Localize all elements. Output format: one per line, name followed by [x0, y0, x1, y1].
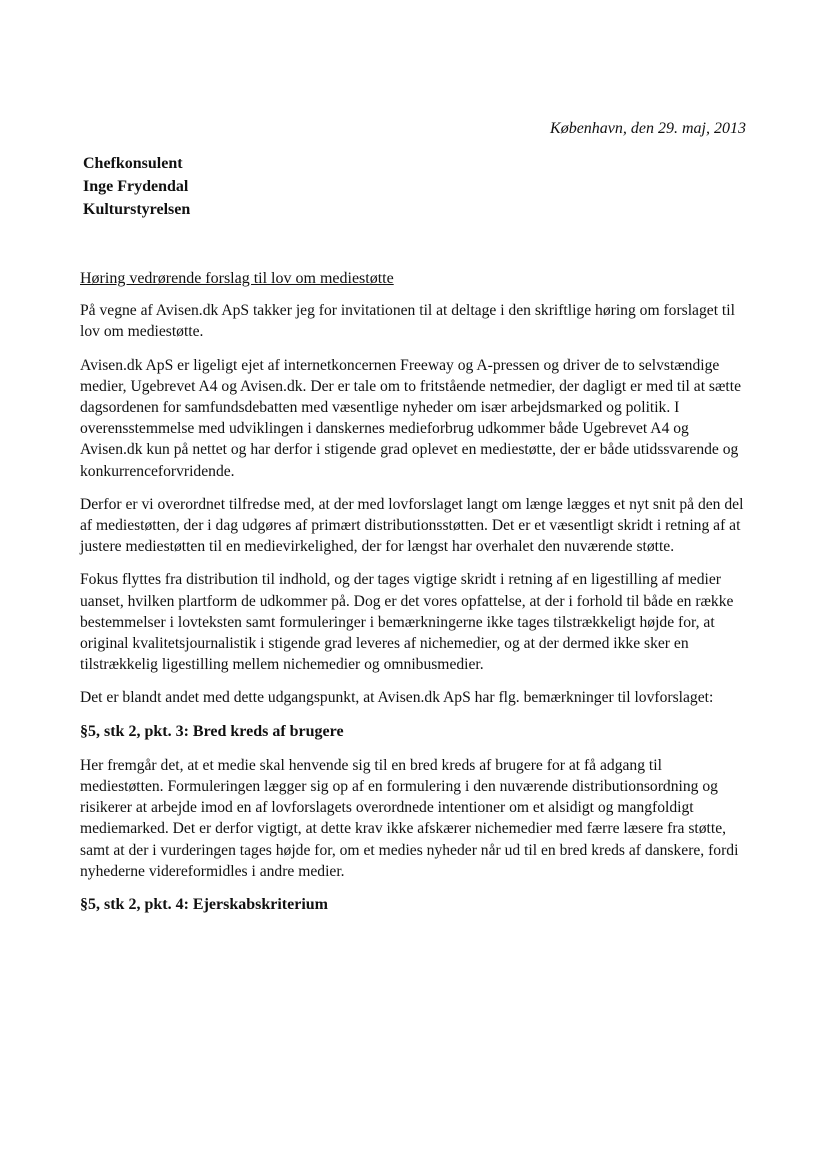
recipient-organization: Kulturstyrelsen [83, 201, 191, 218]
paragraph-satisfaction: Derfor er vi overordnet tilfredse med, at der med lovforslaget langt om længe lægges et nyt snit på den del af mediestøtten, der i dag udgøres af primært distributionsstøtten. Det er et væsentligt skridt i retning af at justere mediestøtten til en medievirkelighed, der for længst har overhalet den nuværende støtte. [80, 495, 744, 556]
dateline: København, den 29. maj, 2013 [550, 120, 746, 137]
recipient-block [83, 152, 190, 221]
section-heading-ownership-criterion: §5, stk 2, pkt. 4: Ejerskabskriterium [80, 896, 329, 914]
paragraph-remarks-intro: Det er blandt andet med dette udgangspunkt, at Avisen.dk ApS har flg. bemærkninger til lovforslaget: [80, 689, 714, 707]
paragraph-broad-audience: Her fremgår det, at et medie skal henvende sig til en bred kreds af brugere for at få adgang til mediestøtten. Formuleringen lægger sig op af en formulering i den nuværende distributionsordning og risikerer at arbejde imod en af lovforslagets overordnede intentioner om et alsidigt og mangfoldigt mediemarked. Det er derfor vigtigt, at dette krav ikke afskærer nichemedier med færre læsere fra støtte, samt at der i vurderingen tages højde for, om et medies nyheder når ud til en bred kreds af danskere, fordi nyhederne videreformidles i andre medier. [80, 756, 739, 880]
paragraph-ownership: Avisen.dk ApS er ligeligt ejet af internetkoncernen Freeway og A-pressen og driver de to selvstændige medier, Ugebrevet A4 og Avisen.dk. Der er tale om to fritstående netmedier, der dagligt er med til at sætte dagsordenen for samfundsdebatten med væsentlige nyheder om især arbejdsmarked og politik. I overensstemmelse med udviklingen i danskernes medieforbrug udkommer både Ugebrevet A4 og Avisen.dk kun på nettet og har derfor i stigende grad oplevet en mediestøtte, der er både utidssvarende og konkurrenceforvridende. [80, 356, 741, 480]
section-heading-broad-audience: §5, stk 2, pkt. 3: Bred kreds af brugere [80, 722, 344, 740]
subject-line: Høring vedrørende forslag til lov om mediestøtte [80, 270, 394, 287]
paragraph-intro: På vegne af Avisen.dk ApS takker jeg for invitationen til at deltage i den skriftlige høring om forslaget til lov om mediestøtte. [80, 302, 735, 341]
recipient-name: Inge Frydendal [83, 178, 189, 195]
paragraph-focus: Fokus flyttes fra distribution til indhold, og der tages vigtige skridt i retning af en ligestilling af medier uanset, hvilken plartform de udkommer på. Dog er det vores opfattelse, at der i forhold til både en række bestemmelser i lovteksten samt formuleringer i bemærkningerne ikke tages tilstrækkeligt højde for, at original kvalitetsjournalistik i stigende grad leveres af nichemedier, og at der dermed ikke sker en tilstrækkelig ligestilling mellem nichemedier og omnibusmedier. [80, 571, 734, 674]
letter-body [80, 268, 748, 928]
recipient-title: Chefkonsulent [83, 155, 183, 172]
